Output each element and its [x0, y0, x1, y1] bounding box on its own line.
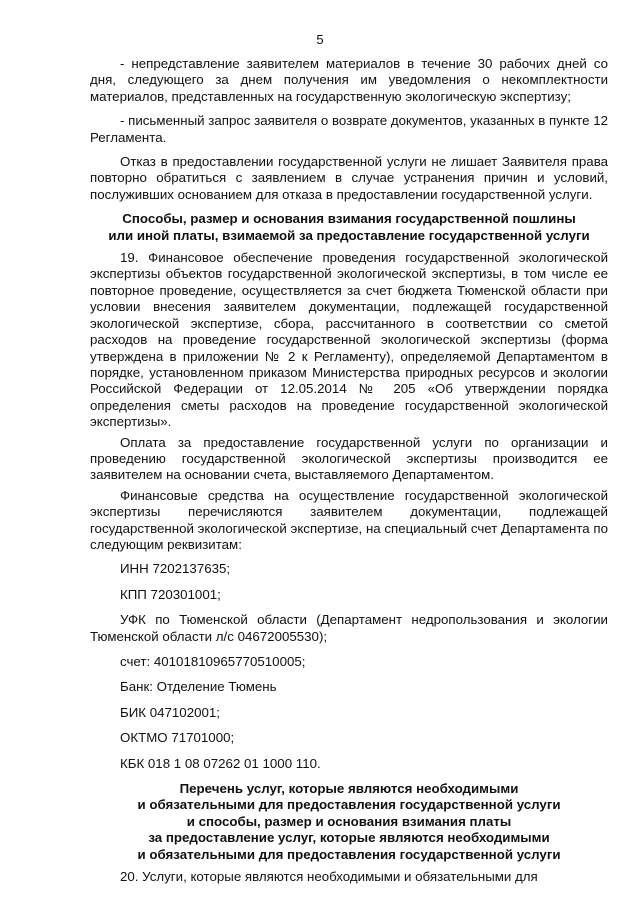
heading-line: Способы, размер и основания взимания государственной пошлины [122, 211, 576, 227]
heading-line: и способы, размер и основания взимания платы [186, 813, 512, 829]
heading-line: или иной платы, взимаемой за предоставление государственной услуги [108, 227, 590, 243]
section-heading-services [90, 781, 608, 863]
requisite-account: счет: 40101810965770510005; [120, 654, 306, 669]
heading-line: Перечень услуг, которые являются необходимыми [179, 781, 519, 797]
document-body [90, 56, 608, 885]
paragraph-return-request: - письменный запрос заявителя о возврате документов, указанных в пункте 12 Регламента. [90, 113, 608, 145]
requisite-ufk: УФК по Тюменской области (Департамент недропользования и экологии Тюменской области л/с 04672005530); [90, 612, 608, 644]
paragraph-incomplete-materials: - непредставление заявителем материалов в течение 30 рабочих дней со дня, следующего за днем получения им уведомления о некомплектности материалов, представленных на государственную экологическую экспертизу; [90, 56, 608, 104]
heading-line: и обязательными для предоставления государственной услуги [137, 797, 561, 813]
heading-line: за предоставление услуг, которые являются необходимыми [148, 830, 550, 846]
requisite-bank: Банк: Отделение Тюмень [120, 679, 277, 695]
requisite-inn: ИНН 7202137635; [120, 561, 231, 577]
paragraph-transfer-details: Финансовые средства на осуществление государственной экологической экспертизы перечисляются заявителем документации, подлежащей государственной экологической экспертизе, на специальный счет Департамента по следующим реквизитам: [90, 487, 608, 552]
paragraph-20-services: 20. Услуги, которые являются необходимыми и обязательными для [120, 869, 538, 885]
page-number: 5 [316, 32, 324, 47]
requisite-oktmo: ОКТМО 71701000; [120, 730, 235, 746]
section-heading-fees [90, 211, 608, 244]
paragraph-refusal-note: Отказ в предоставлении государственной услуги не лишает Заявителя права повторно обратиться с заявлением в случае устранения причин и условий, послуживших основанием для отказа в предоставлении государственной услуги. [90, 154, 608, 202]
paragraph-payment-basis: Оплата за предоставление государственной услуги по организации и проведению государственной экологической экспертизы производится ее заявителем на основании счета, выставляемого Департаментом. [90, 434, 608, 483]
heading-line: и обязательными для предоставления государственной услуги [137, 846, 561, 862]
paragraph-19-financing: 19. Финансовое обеспечение проведения государственной экологической экспертизы объектов государственной экологической экспертизы, в том числе ее повторное проведение, осуществляется за счет бюджета Тюменской области при условии внесения заявителем документации, подлежащей государственной экологической экспертизе, сбора, рассчитанного в соответствии со сметой расходов на проведение государственной экологической экспертизы (форма утверждена в приложении № 2 к Регламенту), определяемой Департаментом в порядке, установленном приказом Министерства природных ресурсов и экологии Российской Федерации от 12.05.2014 № 205 «Об утверждении порядка определения сметы расходов на проведение государственной экологической экспертизы». [90, 250, 608, 430]
requisites-list [90, 561, 608, 772]
requisite-kpp: КПП 720301001; [120, 586, 221, 602]
requisite-bik: БИК 047102001; [120, 704, 220, 720]
requisite-kbk: КБК 018 1 08 07262 01 1000 110. [120, 755, 321, 771]
